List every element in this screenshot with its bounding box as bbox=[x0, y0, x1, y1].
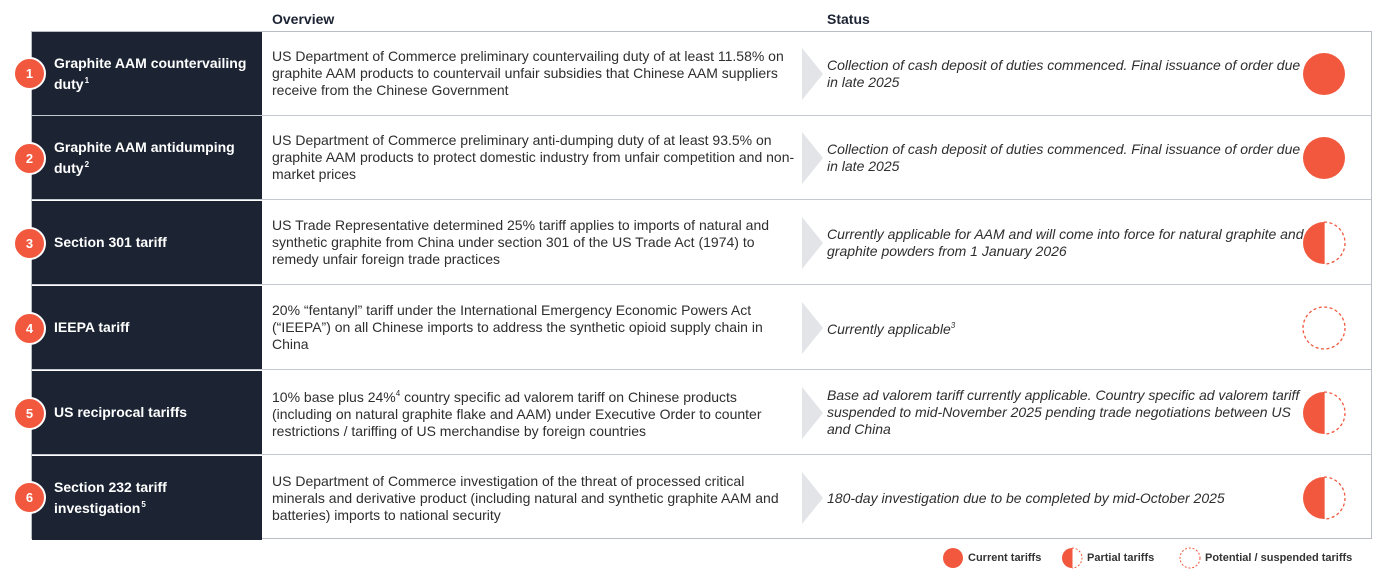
row-overview bbox=[272, 371, 797, 454]
footnote-marker: 4 bbox=[395, 389, 401, 398]
row-overview bbox=[272, 286, 797, 369]
row-title bbox=[32, 371, 262, 454]
status-header: Status bbox=[827, 11, 870, 27]
partial-tariff-legend-icon bbox=[1061, 547, 1083, 569]
chevron-right-icon bbox=[802, 387, 823, 439]
overview-text: US Department of Commerce investigation of the threat of processed critical minerals and derivative product (including natural and synthetic graphite AAM and batteries) imports to national security bbox=[272, 472, 779, 523]
legend-partial bbox=[1061, 547, 1154, 569]
table-row bbox=[32, 32, 1371, 116]
legend-partial-label: Partial tariffs bbox=[1087, 552, 1155, 564]
current-tariff-legend-icon bbox=[942, 547, 964, 569]
table-row bbox=[32, 201, 1371, 285]
footnote-marker: 3 bbox=[950, 321, 956, 330]
legend-current-label: Current tariffs bbox=[968, 552, 1042, 564]
chevron-right-icon bbox=[802, 48, 823, 100]
row-number-badge: 4 bbox=[13, 312, 46, 345]
partial-tariff-indicator-icon bbox=[1302, 221, 1346, 265]
overview-text: US Department of Commerce preliminary countervailing duty of at least 11.58% on graphite AAM products to countervail unfair subsidies that Chinese AAM suppliers receive from the Chinese Government bbox=[272, 48, 784, 98]
row-status bbox=[827, 32, 1309, 115]
row-title-text: US reciprocal tariffs bbox=[54, 404, 188, 420]
partial-tariff-indicator-icon bbox=[1302, 391, 1346, 435]
row-title bbox=[32, 32, 262, 115]
chevron-right-icon bbox=[802, 472, 823, 524]
overview-header: Overview bbox=[272, 11, 335, 27]
row-number-badge: 6 bbox=[13, 481, 46, 514]
row-overview bbox=[272, 201, 797, 284]
chevron-right-icon bbox=[802, 217, 823, 269]
current-tariff-indicator-icon bbox=[1302, 136, 1346, 180]
status-text: Currently applicable bbox=[827, 321, 951, 337]
partial-tariff-indicator-icon bbox=[1302, 476, 1346, 520]
status-text: Collection of cash deposit of duties commenced. Final issuance of order due in late 2025 bbox=[827, 140, 1301, 174]
table-row bbox=[32, 116, 1371, 200]
chevron-right-icon bbox=[802, 302, 823, 354]
row-title-text: Section 232 tariff investigation bbox=[54, 479, 167, 516]
table-row bbox=[32, 371, 1371, 455]
row-status bbox=[827, 456, 1309, 540]
row-title-text: Graphite AAM antidumping duty bbox=[54, 138, 235, 176]
table-row bbox=[32, 286, 1371, 370]
row-title bbox=[32, 201, 262, 284]
row-title bbox=[32, 116, 262, 199]
footnote-marker: 5 bbox=[141, 500, 146, 509]
legend-potential-label: Potential / suspended tariffs bbox=[1205, 552, 1353, 564]
row-title-text: Section 301 tariff bbox=[54, 234, 167, 250]
status-text: Collection of cash deposit of duties commenced. Final issuance of order due in late 2025 bbox=[827, 56, 1301, 90]
row-overview bbox=[272, 456, 797, 540]
overview-text-prefix: 10% base plus 24% bbox=[272, 389, 396, 405]
row-overview bbox=[272, 32, 797, 115]
row-number-badge: 3 bbox=[13, 227, 46, 260]
row-status bbox=[827, 286, 1309, 369]
status-text: Base ad valorem tariff currently applicable. Country specific ad valorem tariff suspended to mid-November 2025 pending trade negotiations between US and China bbox=[827, 387, 1300, 437]
row-title-text: Graphite AAM countervailing duty bbox=[54, 54, 247, 92]
overview-text: US Trade Representative determined 25% tariff applies to imports of natural and synthetic graphite from China under section 301 of the US Trade Act (1974) to remedy unfair foreign trade practices bbox=[272, 217, 770, 267]
legend-current bbox=[942, 547, 1041, 569]
chevron-right-icon bbox=[802, 132, 823, 184]
row-number-badge: 5 bbox=[13, 397, 46, 430]
legend-potential bbox=[1179, 547, 1352, 569]
footnote-marker: 1 bbox=[84, 75, 90, 85]
row-overview bbox=[272, 116, 797, 199]
potential-tariff-indicator-icon bbox=[1302, 306, 1346, 350]
row-number-badge: 1 bbox=[13, 57, 46, 90]
row-status bbox=[827, 371, 1309, 454]
status-text: 180-day investigation due to be completed by mid-October 2025 bbox=[827, 489, 1225, 506]
row-number-badge: 2 bbox=[13, 142, 46, 175]
row-title-text: IEEPA tariff bbox=[54, 319, 130, 335]
overview-text: country specific ad valorem tariff on Chinese products (including on natural graphite flake and AAM) under Executive Order to counter restrictions / tariffing of US merchandise by foreign countries bbox=[272, 389, 762, 439]
row-status bbox=[827, 201, 1309, 284]
tariff-table bbox=[31, 31, 1372, 539]
row-status bbox=[827, 116, 1309, 199]
overview-text: 20% “fentanyl” tariff under the International Emergency Economic Powers Act (“IEEPA”) on all Chinese imports to address the synthetic opioid supply chain in China bbox=[272, 302, 763, 352]
row-title bbox=[32, 456, 262, 540]
overview-text: US Department of Commerce preliminary anti-dumping duty of at least 93.5% on graphite AAM products to protect domestic industry from unfair competition and non-market prices bbox=[272, 132, 795, 182]
row-title bbox=[32, 286, 262, 369]
footnote-marker: 2 bbox=[84, 159, 90, 169]
status-text: Currently applicable for AAM and will come into force for natural graphite and graphite powders from 1 January 2026 bbox=[827, 225, 1304, 259]
table-row bbox=[32, 456, 1371, 540]
current-tariff-indicator-icon bbox=[1302, 52, 1346, 96]
potential-tariff-legend-icon bbox=[1179, 547, 1201, 569]
